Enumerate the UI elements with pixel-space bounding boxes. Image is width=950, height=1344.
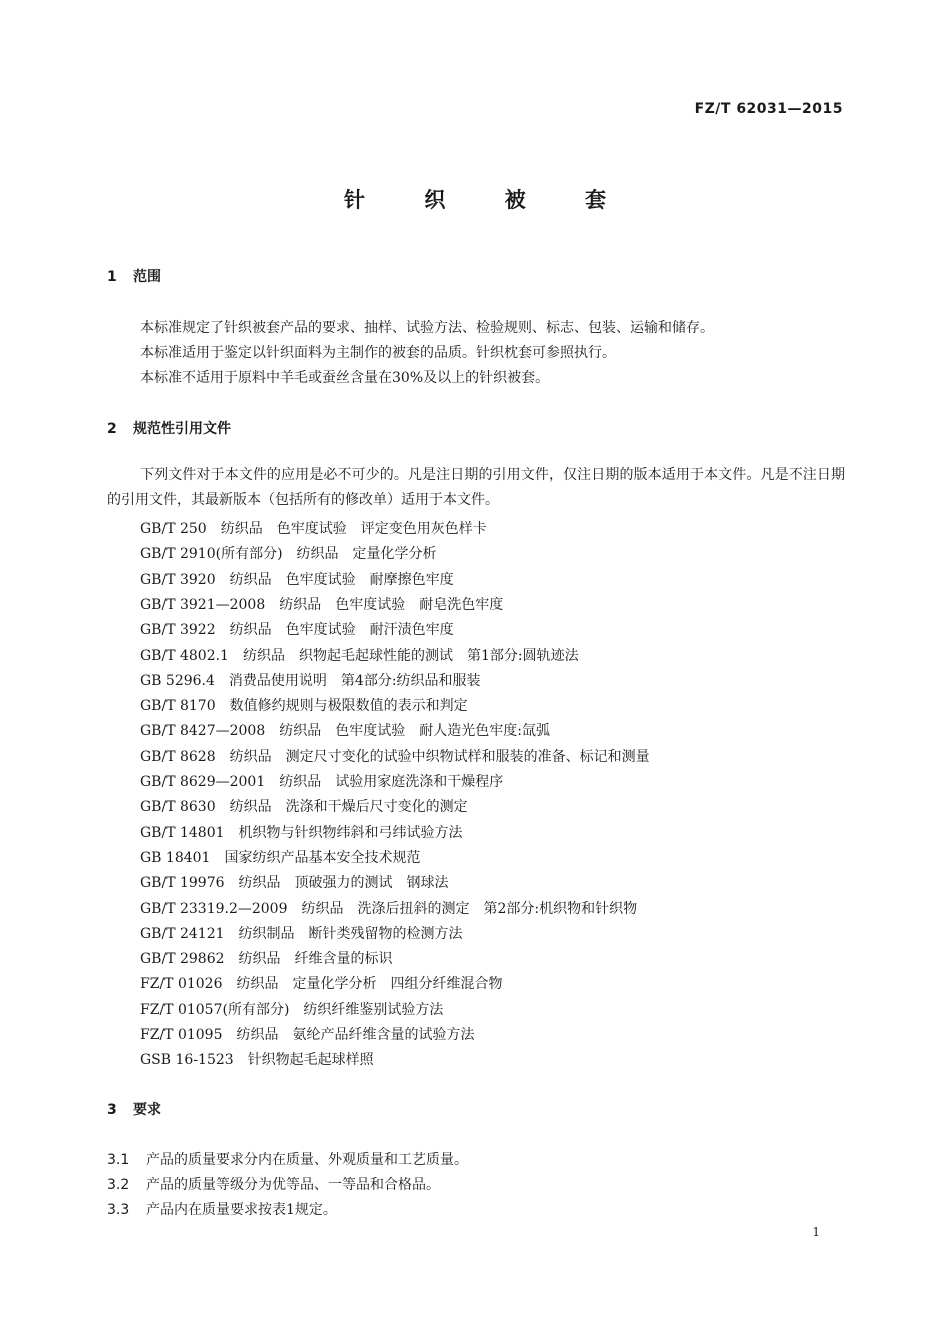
reference-title-part: 针织物起毛起球样照 <box>247 1052 374 1069</box>
reference-title-part: 纺织品 <box>229 571 272 588</box>
references-intro: 下列文件对于本文件的应用是必不可少的。凡是注日期的引用文件，仅注日期的版本适用于本文件。凡是不注日期的引用文件，其最新版本（包括所有的修改单）适用于本文件。 <box>107 467 845 508</box>
reference-title-part: 评定变色用灰色样卡 <box>360 521 487 537</box>
reference-title-part: 纺织制品 <box>238 925 295 942</box>
reference-title-part: 消费品使用说明 <box>228 672 327 689</box>
reference-code: GB/T 250 <box>140 521 207 537</box>
reference-title-part: 色牢度试验 <box>285 622 356 639</box>
reference-item <box>140 594 517 614</box>
reference-code: GSB 16-1523 <box>140 1052 234 1069</box>
reference-code: GB/T 3921—2008 <box>140 596 266 613</box>
reference-code: GB/T 24121 <box>140 925 225 942</box>
reference-code: GB/T 8629—2001 <box>140 774 266 790</box>
reference-code: FZ/T 01026 <box>140 976 223 993</box>
reference-item <box>140 872 463 892</box>
section-2-heading <box>107 418 231 438</box>
reference-item <box>140 1024 488 1044</box>
scope-paragraph: 本标准适用于鉴定以针织面料为主制作的被套的品质。针织枕套可参照执行。 <box>140 345 616 361</box>
reference-item <box>140 973 516 993</box>
reference-title-part: 顶破强力的测试 <box>294 875 393 892</box>
reference-title-part: 纺织纤维鉴别试验方法 <box>303 1001 444 1018</box>
reference-title-part: 纺织品 <box>242 647 285 664</box>
section-number: 1 <box>107 269 117 285</box>
reference-code: GB/T 8170 <box>140 698 216 715</box>
reference-item <box>140 569 468 589</box>
reference-title-part: 纺织品 <box>229 622 272 639</box>
reference-title-part: 纺织品 <box>220 521 263 537</box>
reference-title-part: 断针类残留物的检测方法 <box>308 925 463 942</box>
reference-code: FZ/T 01057(所有部分) <box>140 1001 290 1018</box>
reference-title-part: 纺织品 <box>238 875 281 892</box>
reference-title-part: 第4部分:纺织品和服装 <box>340 672 481 689</box>
reference-code: GB/T 29862 <box>140 951 225 968</box>
section-number: 2 <box>107 421 117 437</box>
reference-title-part: 钢球法 <box>406 875 449 892</box>
reference-code: GB/T 3920 <box>140 571 216 588</box>
reference-title-part: 国家纺织产品基本安全技术规范 <box>224 849 421 866</box>
reference-title-part: 数值修约规则与极限数值的表示和判定 <box>229 698 468 715</box>
page-number: 1 <box>812 1225 820 1239</box>
document-title: 针 织 被 套 <box>344 188 632 212</box>
reference-title-part: 耐人造光色牢度:氙弧 <box>419 723 550 740</box>
reference-title-part: 耐汗渍色牢度 <box>369 622 454 639</box>
reference-title-part: 定量化学分析 <box>292 976 377 993</box>
reference-code: GB/T 23319.2—2009 <box>140 900 288 917</box>
reference-title-part: 洗涤和干燥后尺寸变化的测定 <box>285 799 468 816</box>
reference-item <box>140 948 407 968</box>
reference-item <box>140 518 501 538</box>
section-title: 规范性引用文件 <box>133 421 231 437</box>
requirement-item <box>107 1199 337 1219</box>
clause-text: 产品的质量要求分内在质量、外观质量和工艺质量。 <box>146 1152 468 1168</box>
reference-code: GB/T 19976 <box>140 875 225 892</box>
reference-code: GB 18401 <box>140 849 211 866</box>
clause-number: 3.1 <box>107 1152 130 1168</box>
section-title: 要求 <box>133 1102 161 1118</box>
requirement-item <box>107 1149 468 1169</box>
reference-title-part: 洗涤后扭斜的测定 <box>357 900 470 917</box>
reference-title-part: 纺织品 <box>301 900 344 917</box>
reference-code: GB/T 8628 <box>140 748 216 765</box>
requirement-item <box>107 1174 440 1194</box>
reference-title-part: 色牢度试验 <box>335 723 406 740</box>
standard-number: FZ/T 62031—2015 <box>694 101 843 117</box>
reference-code: GB/T 14801 <box>140 824 225 841</box>
reference-code: GB/T 8630 <box>140 799 216 816</box>
reference-title-part: 第1部分:圆轨迹法 <box>466 647 579 664</box>
reference-code: GB/T 2910(所有部分) <box>140 546 283 563</box>
reference-title-part: 纺织品 <box>236 976 279 993</box>
clause-text: 产品内在质量要求按表1规定。 <box>146 1202 337 1218</box>
reference-item <box>140 543 451 563</box>
reference-title-part: 第2部分:机织物和针织物 <box>483 900 638 917</box>
reference-item <box>140 771 517 791</box>
reference-title-part: 纺织品 <box>279 596 322 613</box>
reference-title-part: 定量化学分析 <box>352 546 437 563</box>
clause-number: 3.2 <box>107 1177 130 1193</box>
reference-item <box>140 670 495 690</box>
reference-title-part: 氨纶产品纤维含量的试验方法 <box>292 1027 475 1043</box>
reference-title-part: 耐摩擦色牢度 <box>369 571 454 588</box>
reference-title-part: 色牢度试验 <box>285 571 356 588</box>
reference-code: GB/T 8427—2008 <box>140 723 266 740</box>
scope-paragraph: 本标准不适用于原料中羊毛或蚕丝含量在30%及以上的针织被套。 <box>140 370 550 386</box>
reference-code: GB/T 4802.1 <box>140 647 229 664</box>
reference-title-part: 纺织品 <box>236 1027 279 1043</box>
reference-title-part: 试验用家庭洗涤和干燥程序 <box>335 774 504 790</box>
reference-item <box>140 898 651 918</box>
reference-title-part: 纺织品 <box>229 799 272 816</box>
reference-title-part: 色牢度试验 <box>276 521 347 537</box>
reference-code: GB 5296.4 <box>140 672 215 689</box>
reference-item <box>140 695 482 715</box>
reference-title-part: 色牢度试验 <box>335 596 406 613</box>
reference-title-part: 纺织品 <box>279 723 322 740</box>
reference-item <box>140 847 434 867</box>
reference-item <box>140 822 477 842</box>
reference-code: FZ/T 01095 <box>140 1027 223 1043</box>
reference-code: GB/T 3922 <box>140 622 216 639</box>
reference-item <box>140 923 477 943</box>
reference-item <box>140 746 664 766</box>
clause-text: 产品的质量等级分为优等品、一等品和合格品。 <box>146 1177 440 1193</box>
reference-item <box>140 1049 388 1069</box>
section-1-heading <box>107 266 161 286</box>
scope-paragraph: 本标准规定了针织被套产品的要求、抽样、试验方法、检验规则、标志、包装、运输和储存。 <box>140 320 714 336</box>
reference-item <box>140 720 564 740</box>
clause-number: 3.3 <box>107 1202 130 1218</box>
reference-title-part: 纺织品 <box>238 951 281 968</box>
reference-title-part: 机织物与针织物纬斜和弓纬试验方法 <box>238 824 463 841</box>
reference-title-part: 耐皂洗色牢度 <box>419 596 504 613</box>
reference-title-part: 织物起毛起球性能的测试 <box>298 647 453 664</box>
reference-item <box>140 796 482 816</box>
section-title: 范围 <box>133 269 161 285</box>
section-3-heading <box>107 1099 161 1119</box>
reference-title-part: 纤维含量的标识 <box>294 951 393 968</box>
reference-title-part: 纺织品 <box>229 748 272 765</box>
reference-item <box>140 999 457 1019</box>
reference-title-part: 纺织品 <box>279 774 322 790</box>
reference-item <box>140 619 468 639</box>
reference-item <box>140 645 593 665</box>
reference-title-part: 测定尺寸变化的试验中织物试样和服装的准备、标记和测量 <box>285 748 650 765</box>
reference-title-part: 纺织品 <box>296 546 339 563</box>
section-number: 3 <box>107 1102 117 1118</box>
reference-title-part: 四组分纤维混合物 <box>390 976 503 993</box>
